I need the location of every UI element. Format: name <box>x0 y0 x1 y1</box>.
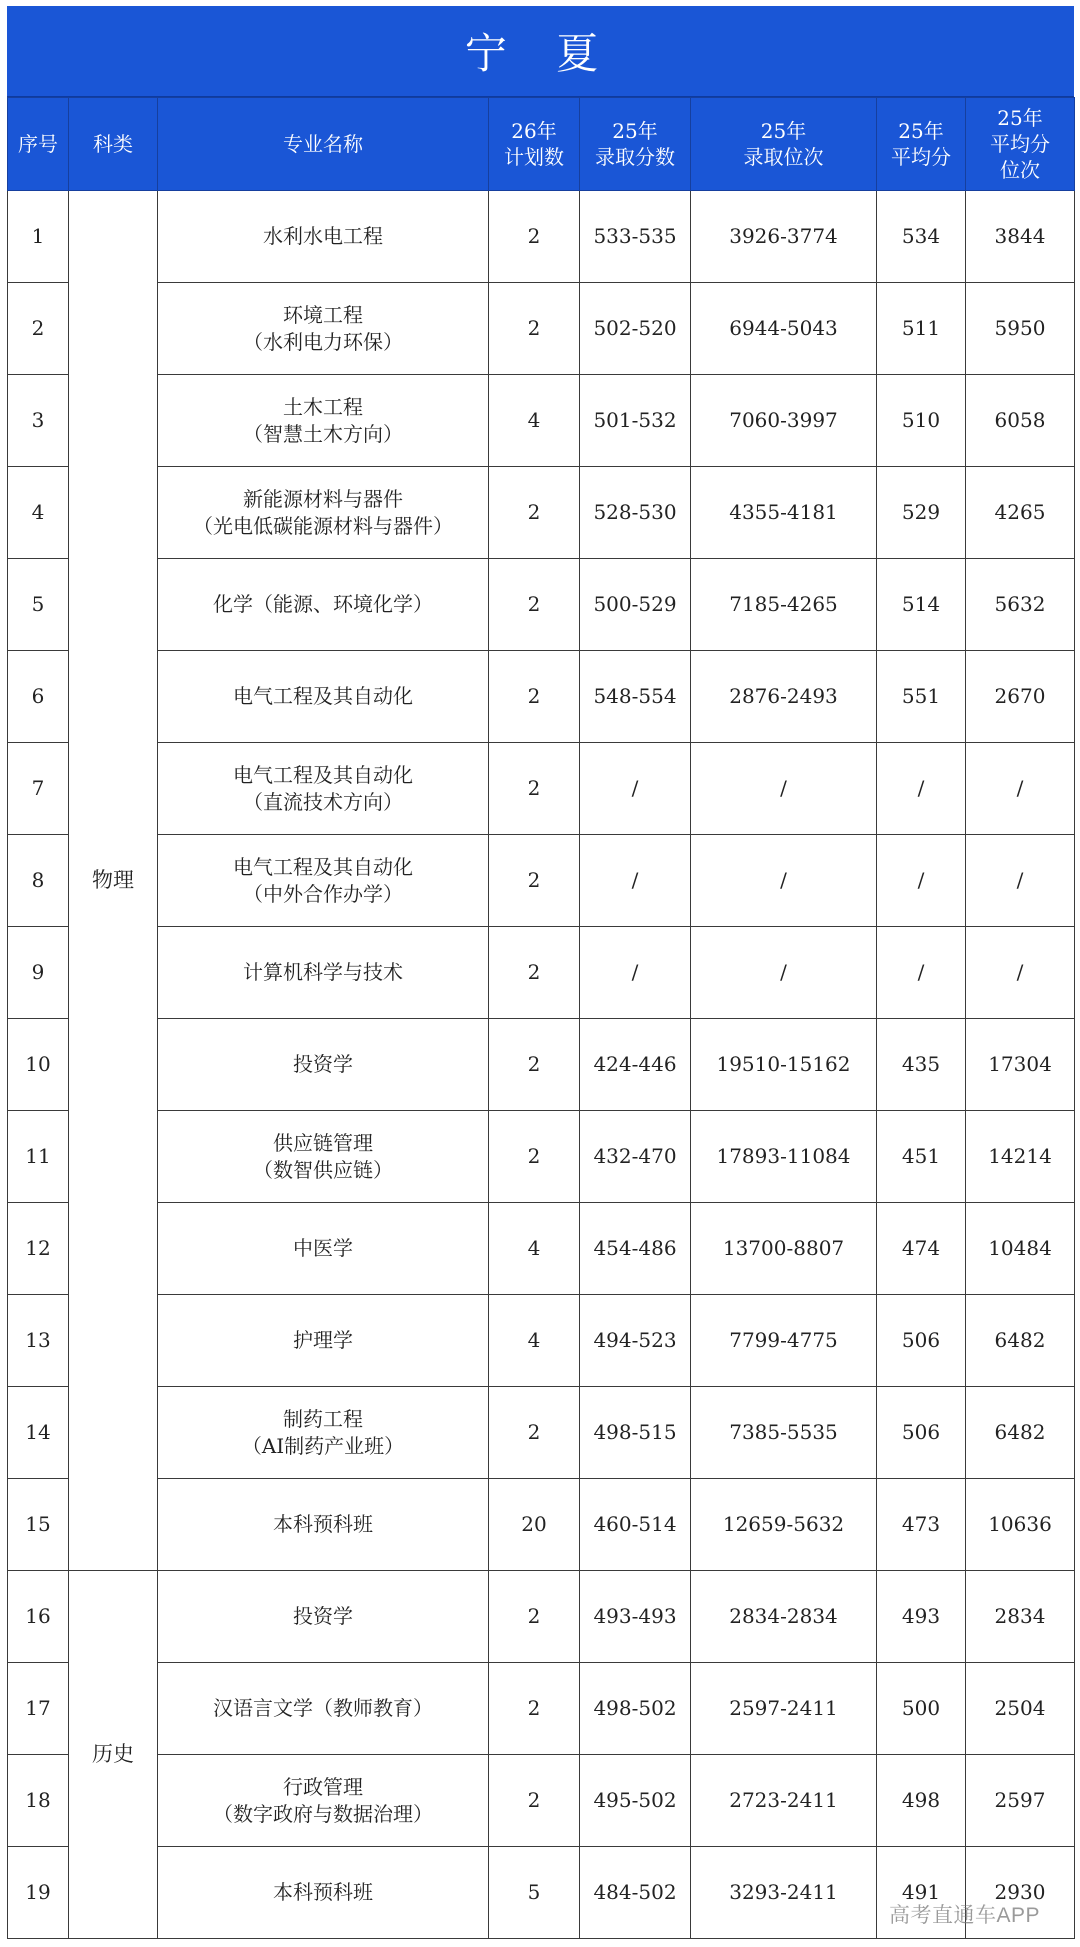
plan-count-26: 2 <box>489 1571 580 1663</box>
row-index: 12 <box>8 1203 69 1295</box>
average-score-25: 451 <box>877 1111 966 1203</box>
major-name-main: 环境工程 <box>283 302 363 327</box>
row-index: 9 <box>8 927 69 1019</box>
average-rank-25: 5950 <box>966 283 1075 375</box>
row-index: 2 <box>8 283 69 375</box>
average-score-25: 511 <box>877 283 966 375</box>
table-row <box>8 1571 1075 1663</box>
average-score-25: / <box>877 927 966 1019</box>
admission-rank-25: / <box>691 927 877 1019</box>
average-score-25: 474 <box>877 1203 966 1295</box>
header-avg-rank-25 <box>966 98 1075 191</box>
admission-rank-25: / <box>691 743 877 835</box>
header-rank-25-line1: 25年 <box>760 119 807 143</box>
row-index: 11 <box>8 1111 69 1203</box>
major-name-main: 投资学 <box>293 1604 353 1628</box>
header-plan-26 <box>489 98 580 191</box>
header-rank-25 <box>691 98 877 191</box>
average-rank-25: 2670 <box>966 651 1075 743</box>
admission-score-25: 502-520 <box>580 283 691 375</box>
major-name <box>158 651 489 743</box>
admission-score-25: 533-535 <box>580 191 691 283</box>
header-category: 科类 <box>69 98 158 191</box>
row-index: 6 <box>8 651 69 743</box>
admission-score-25: 498-515 <box>580 1387 691 1479</box>
major-name-main: 本科预科班 <box>273 1512 373 1536</box>
admission-score-25: 424-446 <box>580 1019 691 1111</box>
table-row <box>8 1387 1075 1479</box>
table-row <box>8 1479 1075 1571</box>
average-score-25: 491 <box>877 1847 966 1939</box>
row-index: 18 <box>8 1755 69 1847</box>
row-index: 7 <box>8 743 69 835</box>
major-name-direction: （直流技术方向） <box>243 789 403 814</box>
admission-rank-25: 12659-5632 <box>691 1479 877 1571</box>
admission-rank-25: 7185-4265 <box>691 559 877 651</box>
admission-rank-25: 2834-2834 <box>691 1571 877 1663</box>
major-name-direction: （水利电力环保） <box>243 329 403 354</box>
major-name-main: 计算机科学与技术 <box>243 960 403 984</box>
header-rank-25-line2: 录取位次 <box>743 145 824 169</box>
average-score-25: 506 <box>877 1387 966 1479</box>
table-row <box>8 651 1075 743</box>
average-score-25: 498 <box>877 1755 966 1847</box>
admission-score-25: 484-502 <box>580 1847 691 1939</box>
plan-count-26: 2 <box>489 743 580 835</box>
major-name-main: 中医学 <box>293 1236 353 1260</box>
table-row <box>8 1203 1075 1295</box>
admission-score-25: / <box>580 927 691 1019</box>
admission-score-25: 494-523 <box>580 1295 691 1387</box>
header-score-25-line2: 录取分数 <box>595 145 675 169</box>
table-row <box>8 1111 1075 1203</box>
admission-rank-25: 3293-2411 <box>691 1847 877 1939</box>
major-name-main: 电气工程及其自动化 <box>233 854 413 879</box>
plan-count-26: 2 <box>489 835 580 927</box>
major-name <box>158 1663 489 1755</box>
admission-score-25: 528-530 <box>580 467 691 559</box>
average-rank-25: 2834 <box>966 1571 1075 1663</box>
average-rank-25: / <box>966 927 1075 1019</box>
average-score-25: 473 <box>877 1479 966 1571</box>
header-avg-rank-25-line2: 平均分 <box>990 132 1050 156</box>
plan-count-26: 20 <box>489 1479 580 1571</box>
admission-rank-25: / <box>691 835 877 927</box>
admission-score-25: 501-532 <box>580 375 691 467</box>
major-name <box>158 1387 489 1479</box>
average-rank-25: 6482 <box>966 1295 1075 1387</box>
average-rank-25: 2504 <box>966 1663 1075 1755</box>
average-rank-25: 4265 <box>966 467 1075 559</box>
major-name-main: 供应链管理 <box>273 1130 373 1155</box>
table-row <box>8 191 1075 283</box>
major-name <box>158 835 489 927</box>
plan-count-26: 2 <box>489 1019 580 1111</box>
admission-score-25: 548-554 <box>580 651 691 743</box>
watermark-text: 高考直通车APP <box>888 1904 1040 1927</box>
major-name <box>158 559 489 651</box>
admission-score-25: 460-514 <box>580 1479 691 1571</box>
plan-count-26: 4 <box>489 1203 580 1295</box>
major-name-main: 护理学 <box>293 1328 353 1352</box>
row-index: 17 <box>8 1663 69 1755</box>
admission-score-25: / <box>580 743 691 835</box>
header-avg-25-line1: 25年 <box>898 119 944 143</box>
average-rank-25: 17304 <box>966 1019 1075 1111</box>
average-score-25: / <box>877 743 966 835</box>
page-title: 宁 夏 <box>7 6 1074 97</box>
major-name-main: 新能源材料与器件 <box>243 486 403 511</box>
major-name <box>158 1847 489 1939</box>
admission-score-25: / <box>580 835 691 927</box>
average-score-25: 493 <box>877 1571 966 1663</box>
category-physics: 物理 <box>69 191 158 1571</box>
admission-rank-25: 13700-8807 <box>691 1203 877 1295</box>
major-name-main: 化学（能源、环境化学） <box>213 592 433 616</box>
major-name-direction: （智慧土木方向） <box>243 421 403 446</box>
admission-rank-25: 17893-11084 <box>691 1111 877 1203</box>
header-avg-25 <box>877 98 966 191</box>
average-rank-25: 10484 <box>966 1203 1075 1295</box>
major-name <box>158 1295 489 1387</box>
average-rank-25: 2597 <box>966 1755 1075 1847</box>
average-score-25: 514 <box>877 559 966 651</box>
plan-count-26: 5 <box>489 1847 580 1939</box>
major-name-main: 电气工程及其自动化 <box>233 762 413 787</box>
major-name-direction: （光电低碳能源材料与器件） <box>193 513 453 538</box>
row-index: 10 <box>8 1019 69 1111</box>
header-score-25-line1: 25年 <box>612 119 658 143</box>
major-name <box>158 1755 489 1847</box>
average-score-25: 510 <box>877 375 966 467</box>
average-rank-25: 10636 <box>966 1479 1075 1571</box>
admission-score-25: 498-502 <box>580 1663 691 1755</box>
admission-rank-25: 6944-5043 <box>691 283 877 375</box>
average-rank-25: 6482 <box>966 1387 1075 1479</box>
admission-rank-25: 7060-3997 <box>691 375 877 467</box>
average-rank-25: / <box>966 835 1075 927</box>
row-index: 19 <box>8 1847 69 1939</box>
major-name <box>158 467 489 559</box>
row-index: 8 <box>8 835 69 927</box>
row-index: 14 <box>8 1387 69 1479</box>
major-name <box>158 1479 489 1571</box>
table-row <box>8 283 1075 375</box>
plan-count-26: 4 <box>489 375 580 467</box>
plan-count-26: 2 <box>489 651 580 743</box>
table-row <box>8 467 1075 559</box>
admission-rank-25: 2597-2411 <box>691 1663 877 1755</box>
table-body <box>8 191 1075 1939</box>
major-name <box>158 283 489 375</box>
table-row <box>8 1663 1075 1755</box>
major-name <box>158 191 489 283</box>
header-avg-rank-25-line1: 25年 <box>997 106 1043 130</box>
plan-count-26: 4 <box>489 1295 580 1387</box>
table-row <box>8 927 1075 1019</box>
major-name <box>158 743 489 835</box>
plan-count-26: 2 <box>489 927 580 1019</box>
header-avg-25-line2: 平均分 <box>891 145 951 169</box>
plan-count-26: 2 <box>489 1111 580 1203</box>
major-name-main: 本科预科班 <box>273 1880 373 1904</box>
header-major: 专业名称 <box>158 98 489 191</box>
table-row <box>8 1295 1075 1387</box>
table-row <box>8 1019 1075 1111</box>
category-history: 历史 <box>69 1571 158 1939</box>
major-name-direction: （中外合作办学） <box>243 881 403 906</box>
row-index: 4 <box>8 467 69 559</box>
admission-table-sheet <box>7 6 1074 1939</box>
average-rank-25: 2930 <box>966 1847 1075 1939</box>
header-score-25 <box>580 98 691 191</box>
major-name-direction: （数智供应链） <box>253 1157 393 1182</box>
admission-score-25: 454-486 <box>580 1203 691 1295</box>
row-index: 16 <box>8 1571 69 1663</box>
admission-rank-25: 2876-2493 <box>691 651 877 743</box>
average-rank-25: 14214 <box>966 1111 1075 1203</box>
major-name-direction: （AI制药产业班） <box>241 1433 405 1458</box>
admission-table <box>7 97 1075 1939</box>
row-index: 1 <box>8 191 69 283</box>
average-rank-25: / <box>966 743 1075 835</box>
table-row <box>8 1755 1075 1847</box>
row-index: 5 <box>8 559 69 651</box>
admission-rank-25: 19510-15162 <box>691 1019 877 1111</box>
average-score-25: 534 <box>877 191 966 283</box>
average-rank-25: 3844 <box>966 191 1075 283</box>
admission-rank-25: 7799-4775 <box>691 1295 877 1387</box>
major-name <box>158 1571 489 1663</box>
major-name-main: 行政管理 <box>283 1774 363 1799</box>
plan-count-26: 2 <box>489 1663 580 1755</box>
plan-count-26: 2 <box>489 559 580 651</box>
header-avg-rank-25-line3: 位次 <box>1000 158 1040 182</box>
average-score-25: 506 <box>877 1295 966 1387</box>
row-index: 3 <box>8 375 69 467</box>
plan-count-26: 2 <box>489 191 580 283</box>
average-score-25: / <box>877 835 966 927</box>
plan-count-26: 2 <box>489 467 580 559</box>
major-name <box>158 1203 489 1295</box>
plan-count-26: 2 <box>489 1387 580 1479</box>
header-index: 序号 <box>8 98 69 191</box>
plan-count-26: 2 <box>489 1755 580 1847</box>
major-name-main: 制药工程 <box>283 1406 363 1431</box>
table-row <box>8 835 1075 927</box>
row-index: 13 <box>8 1295 69 1387</box>
major-name <box>158 1019 489 1111</box>
table-header-row <box>8 98 1075 191</box>
admission-rank-25: 4355-4181 <box>691 467 877 559</box>
header-plan-26-line1: 26年 <box>511 119 557 143</box>
admission-score-25: 432-470 <box>580 1111 691 1203</box>
major-name-main: 汉语言文学（教师教育） <box>213 1696 433 1720</box>
major-name-main: 水利水电工程 <box>263 224 383 248</box>
major-name-main: 电气工程及其自动化 <box>233 684 413 708</box>
admission-score-25: 493-493 <box>580 1571 691 1663</box>
header-plan-26-line2: 计划数 <box>504 145 564 169</box>
table-row <box>8 743 1075 835</box>
major-name-main: 投资学 <box>293 1052 353 1076</box>
admission-rank-25: 7385-5535 <box>691 1387 877 1479</box>
major-name <box>158 375 489 467</box>
plan-count-26: 2 <box>489 283 580 375</box>
admission-rank-25: 2723-2411 <box>691 1755 877 1847</box>
average-score-25: 551 <box>877 651 966 743</box>
admission-score-25: 500-529 <box>580 559 691 651</box>
admission-score-25: 495-502 <box>580 1755 691 1847</box>
major-name <box>158 1111 489 1203</box>
average-score-25: 500 <box>877 1663 966 1755</box>
table-row <box>8 375 1075 467</box>
average-rank-25: 5632 <box>966 559 1075 651</box>
admission-rank-25: 3926-3774 <box>691 191 877 283</box>
table-row <box>8 559 1075 651</box>
average-score-25: 435 <box>877 1019 966 1111</box>
major-name-main: 土木工程 <box>283 394 363 419</box>
average-score-25: 529 <box>877 467 966 559</box>
major-name-direction: （数字政府与数据治理） <box>213 1801 433 1826</box>
average-rank-25: 6058 <box>966 375 1075 467</box>
row-index: 15 <box>8 1479 69 1571</box>
major-name <box>158 927 489 1019</box>
